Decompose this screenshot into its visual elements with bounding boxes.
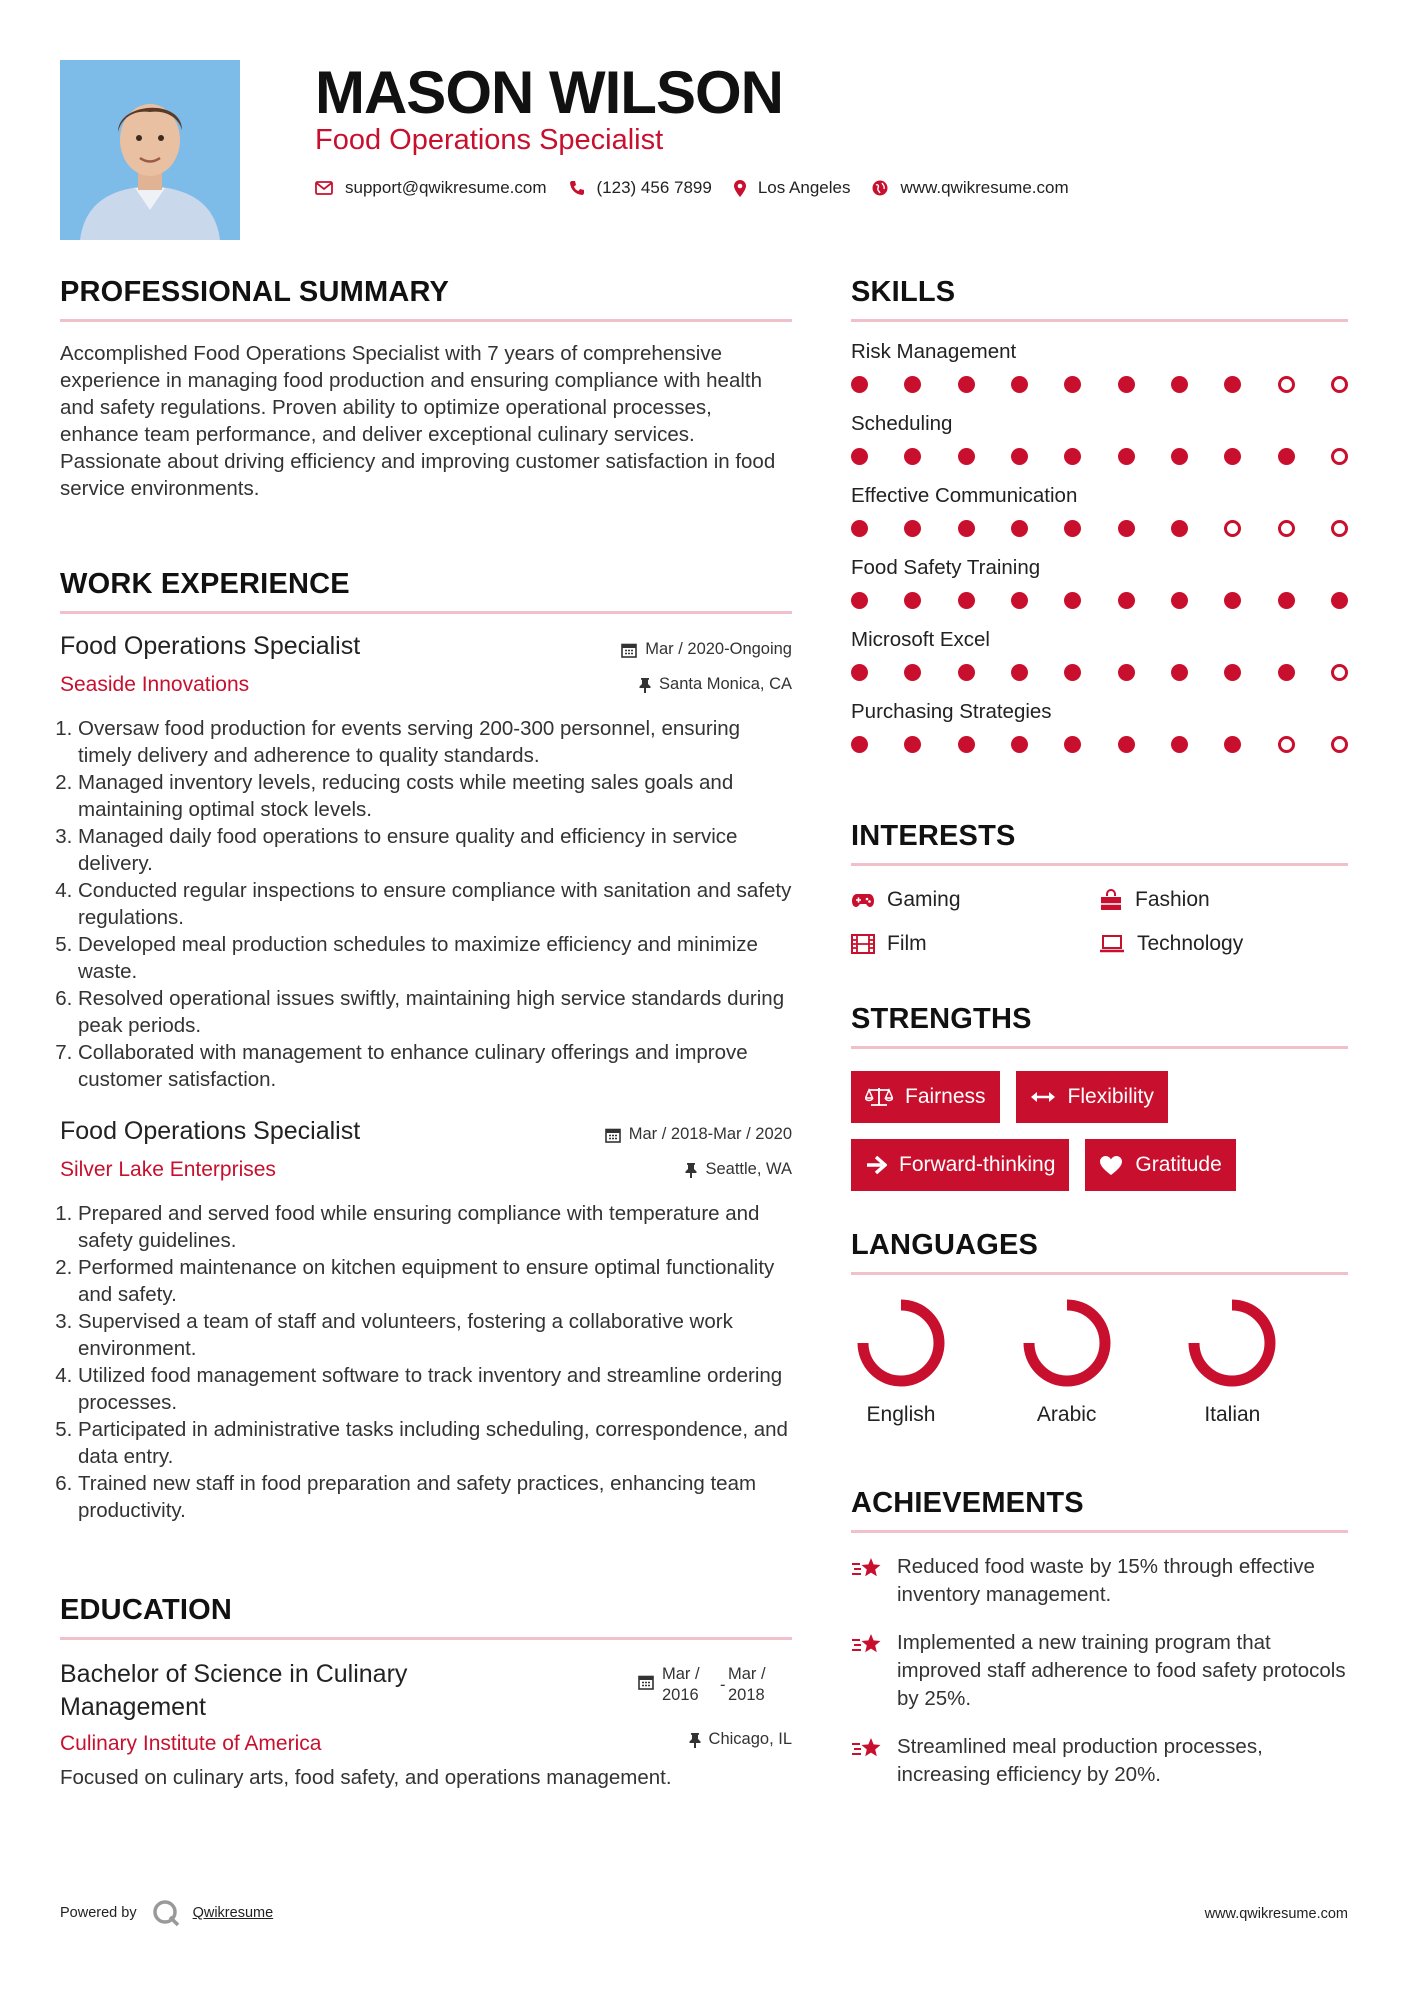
education-dates xyxy=(638,1664,792,1706)
rating-dot-filled xyxy=(958,376,975,393)
rating-dot-filled xyxy=(904,592,921,609)
rating-dot-filled xyxy=(904,376,921,393)
language-name: Italian xyxy=(1204,1403,1261,1426)
calendar-icon xyxy=(638,1674,654,1690)
list-item: 3. Supervised a team of staff and volunteers, fostering a collaborative work environment. xyxy=(78,1308,792,1362)
profile-photo xyxy=(60,60,240,240)
rating-dot-filled xyxy=(1224,448,1241,465)
list-item: 2. Managed inventory levels, reducing costs while meeting sales goals and maintaining optimal stock levels. xyxy=(78,769,792,823)
list-item: 5. Participated in administrative tasks including scheduling, correspondence, and data entry. xyxy=(78,1416,792,1470)
interests-list xyxy=(851,888,1348,956)
rating-dot-filled xyxy=(1064,376,1081,393)
list-item: 5. Developed meal production schedules to maximize efficiency and minimize waste. xyxy=(78,931,792,985)
section-divider xyxy=(60,1637,792,1640)
rating-dot-filled xyxy=(1224,736,1241,753)
rating-dot-empty xyxy=(1224,520,1241,537)
rating-dot-filled xyxy=(1278,448,1295,465)
contact-phone[interactable] xyxy=(569,178,712,198)
rating-dot-filled xyxy=(851,664,868,681)
summary-text: Accomplished Food Operations Specialist with 7 years of comprehensive experience in managing food production and ensuring compliance with health and safety regulations. Proven ability to optimize operational processes, enhance team performance, and deliver exceptional culinary services. Passionate about driving efficiency and improving customer satisfaction in food service environments. xyxy=(60,342,776,500)
education-entry xyxy=(60,1658,792,1791)
skill-rating xyxy=(851,592,1348,609)
film-icon xyxy=(851,934,875,954)
rating-dot-filled xyxy=(1118,376,1135,393)
footer-website[interactable]: www.qwikresume.com xyxy=(1204,1906,1348,1922)
interest-label: Fashion xyxy=(1135,888,1210,911)
skill-name: Risk Management xyxy=(851,340,1017,363)
rating-dot-filled xyxy=(1171,664,1188,681)
job-title: Food Operations Specialist xyxy=(60,1117,361,1145)
section-heading: EDUCATION xyxy=(60,1594,233,1626)
rating-dot-filled xyxy=(958,448,975,465)
list-item: 3. Managed daily food operations to ensure quality and efficiency in service delivery. xyxy=(78,823,792,877)
list-item: 7. Collaborated with management to enhance culinary offerings and improve customer satisfaction. xyxy=(78,1039,792,1093)
interest-item xyxy=(851,932,1099,956)
rating-dot-filled xyxy=(851,376,868,393)
gamepad-icon xyxy=(851,892,875,908)
language-proficiency-ring xyxy=(857,1299,945,1387)
rating-dot-filled xyxy=(1171,736,1188,753)
rating-dot-filled xyxy=(904,664,921,681)
section-heading: STRENGTHS xyxy=(851,1003,1032,1035)
rating-dot-filled xyxy=(1224,376,1241,393)
rating-dot-filled xyxy=(1278,592,1295,609)
section-heading: LANGUAGES xyxy=(851,1229,1039,1261)
rating-dot-filled xyxy=(958,664,975,681)
contact-website[interactable] xyxy=(872,178,1068,198)
language-name: English xyxy=(866,1403,936,1426)
language-proficiency-arc xyxy=(863,1305,939,1381)
strengths-list xyxy=(851,1071,1348,1191)
language-proficiency-ring xyxy=(1023,1299,1111,1387)
skill-item xyxy=(851,628,1348,681)
rating-dot-empty xyxy=(1278,520,1295,537)
education-start-date: Mar / 2016 xyxy=(662,1665,700,1704)
languages-list xyxy=(851,1299,1348,1427)
strength-label: Gratitude xyxy=(1135,1153,1222,1176)
language-name: Arabic xyxy=(1036,1403,1097,1426)
job-location xyxy=(685,1160,792,1179)
strength-tag xyxy=(851,1071,1000,1123)
achievement-item xyxy=(851,1629,1348,1713)
calendar-icon xyxy=(605,1127,621,1143)
section-heading: INTERESTS xyxy=(851,820,1016,852)
job-company: Seaside Innovations xyxy=(60,673,250,696)
rating-dot-empty xyxy=(1278,376,1295,393)
rating-dot-filled xyxy=(958,592,975,609)
arrows-horizontal-icon xyxy=(1030,1090,1056,1104)
section-divider xyxy=(60,319,792,322)
list-item: 1. Prepared and served food while ensuring compliance with temperature and safety guidelines. xyxy=(78,1200,792,1254)
achievement-text: Reduced food waste by 15% through effective inventory management. xyxy=(897,1555,1315,1606)
rating-dot-filled xyxy=(1064,736,1081,753)
job-bullets xyxy=(60,715,792,1093)
job-date-text: Mar / 2020-Ongoing xyxy=(645,640,792,658)
language-item xyxy=(1182,1299,1348,1427)
list-item: 4. Utilized food management software to track inventory and streamline ordering processes. xyxy=(78,1362,792,1416)
strength-label: Forward-thinking xyxy=(899,1153,1056,1176)
achievements-list xyxy=(851,1553,1348,1789)
laptop-icon xyxy=(1099,935,1125,953)
rating-dot-filled xyxy=(904,448,921,465)
rating-dot-filled xyxy=(1331,592,1348,609)
shopping-bag-icon xyxy=(1099,889,1123,911)
list-item: 6. Trained new staff in food preparation and safety practices, enhancing team productivity. xyxy=(78,1470,792,1524)
section-heading: SKILLS xyxy=(851,276,956,308)
professional-summary-section xyxy=(60,276,792,502)
section-divider xyxy=(851,863,1348,866)
language-item xyxy=(851,1299,1017,1427)
rating-dot-filled xyxy=(958,736,975,753)
rating-dot-filled xyxy=(1171,376,1188,393)
skill-rating xyxy=(851,448,1348,465)
rating-dot-filled xyxy=(1011,592,1028,609)
candidate-name: MASON WILSON xyxy=(315,59,783,126)
contact-email-text: support@qwikresume.com xyxy=(345,178,547,197)
strength-tag xyxy=(1085,1139,1235,1191)
interest-item xyxy=(1099,932,1347,956)
rating-dot-empty xyxy=(1331,448,1348,465)
education-description: Focused on culinary arts, food safety, and operations management. xyxy=(60,1766,672,1789)
skill-rating xyxy=(851,376,1348,393)
skills-section xyxy=(851,276,1348,753)
achievement-item xyxy=(851,1553,1348,1609)
date-separator: - xyxy=(720,1676,726,1694)
job-entry xyxy=(60,1117,792,1524)
list-item: 6. Resolved operational issues swiftly, maintaining high service standards during peak periods. xyxy=(78,985,792,1039)
strength-tag xyxy=(1016,1071,1168,1123)
rating-dot-filled xyxy=(1064,592,1081,609)
rating-dot-filled xyxy=(851,592,868,609)
shooting-star-icon xyxy=(851,1555,883,1581)
skill-name: Purchasing Strategies xyxy=(851,700,1052,723)
rating-dot-filled xyxy=(1011,376,1028,393)
map-marker-icon xyxy=(734,180,746,197)
education-school: Culinary Institute of America xyxy=(60,1732,322,1755)
list-item: 1. Oversaw food production for events serving 200-300 personnel, ensuring timely delivery and adherence to quality standards. xyxy=(78,715,792,769)
pushpin-icon xyxy=(689,1732,701,1748)
rating-dot-filled xyxy=(1171,448,1188,465)
contact-location-text: Los Angeles xyxy=(757,178,851,197)
interest-label: Film xyxy=(887,932,927,955)
skills-list xyxy=(851,340,1348,753)
job-entry xyxy=(60,632,792,1093)
job-location-text: Santa Monica, CA xyxy=(659,675,792,693)
footer-brand-link[interactable]: Qwikresume xyxy=(192,1905,274,1921)
pushpin-icon xyxy=(639,677,651,693)
education-location xyxy=(689,1730,792,1749)
rating-dot-filled xyxy=(851,736,868,753)
job-bullets xyxy=(60,1200,792,1524)
calendar-icon xyxy=(621,642,637,658)
pushpin-icon xyxy=(685,1162,697,1178)
section-divider xyxy=(60,611,792,614)
skill-name: Effective Communication xyxy=(851,484,1078,507)
section-divider xyxy=(851,1272,1348,1275)
arrow-right-icon xyxy=(865,1155,887,1175)
rating-dot-empty xyxy=(1331,520,1348,537)
language-proficiency-ring xyxy=(1188,1299,1276,1387)
language-proficiency-arc xyxy=(1029,1305,1105,1381)
rating-dot-filled xyxy=(1171,520,1188,537)
section-heading: PROFESSIONAL SUMMARY xyxy=(60,276,450,308)
list-item: 4. Conducted regular inspections to ensure compliance with sanitation and safety regulations. xyxy=(78,877,792,931)
contact-location xyxy=(734,178,851,198)
contact-email[interactable] xyxy=(315,178,547,198)
job-company: Silver Lake Enterprises xyxy=(60,1158,276,1181)
section-heading: WORK EXPERIENCE xyxy=(60,568,350,600)
work-experience-section xyxy=(60,568,792,1524)
language-item xyxy=(1017,1299,1183,1427)
achievement-text: Streamlined meal production processes, increasing efficiency by 20%. xyxy=(897,1735,1263,1786)
rating-dot-empty xyxy=(1331,376,1348,393)
job-date-text: Mar / 2018-Mar / 2020 xyxy=(628,1125,792,1143)
interests-section xyxy=(851,820,1348,956)
rating-dot-filled xyxy=(851,448,868,465)
rating-dot-filled xyxy=(904,736,921,753)
powered-by-text: Powered by xyxy=(60,1905,137,1921)
section-heading: ACHIEVEMENTS xyxy=(851,1487,1084,1519)
rating-dot-empty xyxy=(1278,736,1295,753)
shooting-star-icon xyxy=(851,1735,883,1761)
skill-item xyxy=(851,700,1348,753)
section-divider xyxy=(851,1530,1348,1533)
rating-dot-filled xyxy=(1011,448,1028,465)
shooting-star-icon xyxy=(851,1631,883,1657)
rating-dot-empty xyxy=(1331,664,1348,681)
candidate-title: Food Operations Specialist xyxy=(315,124,664,156)
job-location-text: Seattle, WA xyxy=(705,1160,792,1178)
rating-dot-filled xyxy=(904,520,921,537)
rating-dot-filled xyxy=(1118,592,1135,609)
qwikresume-logo-icon xyxy=(151,1898,181,1928)
achievements-section xyxy=(851,1487,1348,1789)
balance-scale-icon xyxy=(865,1086,893,1108)
skill-rating xyxy=(851,664,1348,681)
envelope-icon xyxy=(315,181,333,195)
rating-dot-filled xyxy=(1118,448,1135,465)
skill-item xyxy=(851,412,1348,465)
rating-dot-filled xyxy=(1011,664,1028,681)
skill-name: Food Safety Training xyxy=(851,556,1041,579)
strength-tag xyxy=(851,1139,1069,1191)
skill-item xyxy=(851,556,1348,609)
interest-item xyxy=(851,888,1099,912)
skill-name: Microsoft Excel xyxy=(851,628,990,651)
rating-dot-empty xyxy=(1331,736,1348,753)
footer-powered-by xyxy=(60,1898,273,1928)
contact-phone-text: (123) 456 7899 xyxy=(596,178,712,197)
job-title: Food Operations Specialist xyxy=(60,632,361,660)
languages-section xyxy=(851,1229,1348,1427)
interest-label: Technology xyxy=(1137,932,1244,955)
achievement-item xyxy=(851,1733,1348,1789)
list-item: 2. Performed maintenance on kitchen equipment to ensure optimal functionality and safety. xyxy=(78,1254,792,1308)
rating-dot-filled xyxy=(1118,664,1135,681)
skill-item xyxy=(851,484,1348,537)
education-degree: Bachelor of Science in Culinary Management xyxy=(60,1660,408,1721)
skill-item xyxy=(851,340,1348,393)
job-date xyxy=(621,640,792,659)
rating-dot-filled xyxy=(1064,664,1081,681)
education-end-date: Mar / 2018 xyxy=(728,1665,766,1704)
contact-bar xyxy=(315,178,1091,198)
rating-dot-filled xyxy=(1118,736,1135,753)
rating-dot-filled xyxy=(1224,664,1241,681)
skill-name: Scheduling xyxy=(851,412,953,435)
section-divider xyxy=(851,319,1348,322)
interest-label: Gaming xyxy=(887,888,961,911)
interest-item xyxy=(1099,888,1347,912)
rating-dot-filled xyxy=(1064,520,1081,537)
education-section xyxy=(60,1594,792,1791)
rating-dot-filled xyxy=(1064,448,1081,465)
contact-website-text: www.qwikresume.com xyxy=(900,178,1069,197)
strengths-section xyxy=(851,1003,1348,1191)
strength-label: Flexibility xyxy=(1067,1085,1154,1108)
section-divider xyxy=(851,1046,1348,1049)
globe-icon xyxy=(872,180,888,196)
job-date xyxy=(605,1125,792,1144)
job-location xyxy=(639,675,792,694)
rating-dot-filled xyxy=(958,520,975,537)
heart-icon xyxy=(1099,1155,1123,1176)
rating-dot-filled xyxy=(1011,736,1028,753)
rating-dot-filled xyxy=(851,520,868,537)
rating-dot-filled xyxy=(1278,664,1295,681)
skill-rating xyxy=(851,520,1348,537)
achievement-text: Implemented a new training program that improved staff adherence to food safety protocols by 25%. xyxy=(897,1631,1346,1710)
language-proficiency-arc xyxy=(1194,1305,1270,1381)
rating-dot-filled xyxy=(1171,592,1188,609)
rating-dot-filled xyxy=(1118,520,1135,537)
strength-label: Fairness xyxy=(905,1085,986,1108)
skill-rating xyxy=(851,736,1348,753)
rating-dot-filled xyxy=(1224,592,1241,609)
phone-icon xyxy=(569,180,585,196)
rating-dot-filled xyxy=(1011,520,1028,537)
education-location-text: Chicago, IL xyxy=(708,1730,792,1748)
